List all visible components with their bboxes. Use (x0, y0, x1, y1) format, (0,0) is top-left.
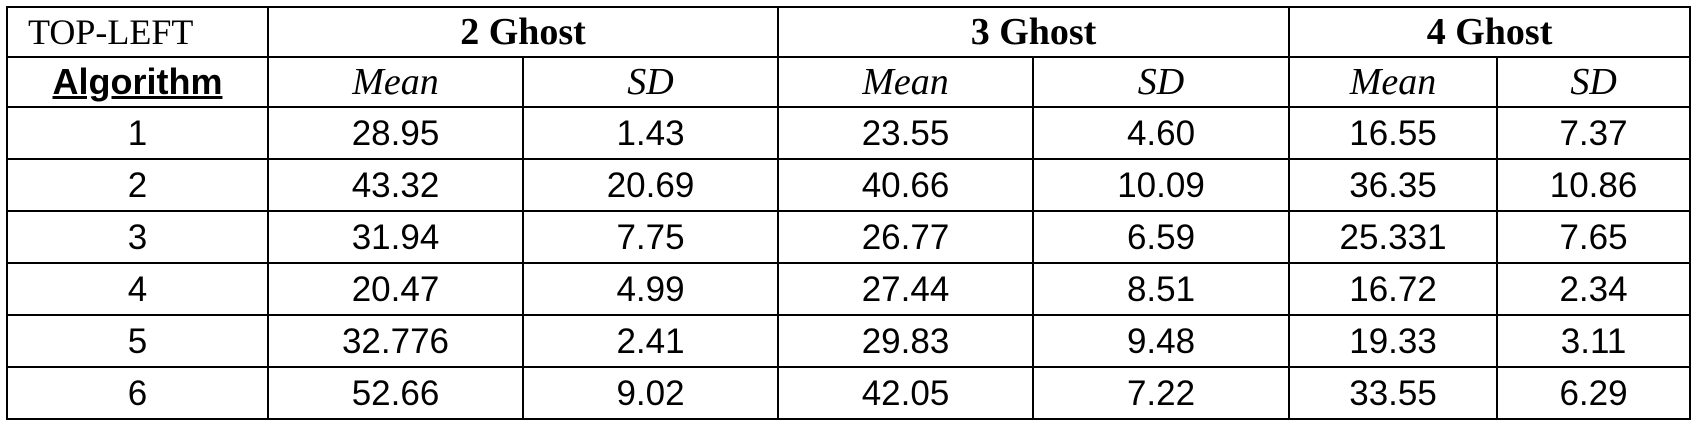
mean-header: Mean (778, 57, 1033, 107)
sub-header-row (7, 57, 1690, 107)
table-row (7, 315, 1690, 367)
mean-value-cell: 25.331 (1289, 211, 1497, 263)
mean-value-cell: 19.33 (1289, 315, 1497, 367)
table-row (7, 159, 1690, 211)
mean-value-cell: 33.55 (1289, 367, 1497, 419)
algorithm-id-cell: 3 (7, 211, 268, 263)
group-header-row (7, 7, 1690, 57)
group-header-3-ghost: 3 Ghost (778, 7, 1289, 57)
algorithm-id-cell: 5 (7, 315, 268, 367)
sd-value-cell: 6.29 (1497, 367, 1690, 419)
mean-value-cell: 28.95 (268, 107, 523, 159)
mean-value-cell: 16.55 (1289, 107, 1497, 159)
sd-header: SD (1497, 57, 1690, 107)
mean-value-cell: 36.35 (1289, 159, 1497, 211)
mean-value-cell: 43.32 (268, 159, 523, 211)
mean-header: Mean (1289, 57, 1497, 107)
sd-header: SD (1033, 57, 1289, 107)
corner-label: TOP-LEFT (7, 7, 268, 57)
table-row (7, 211, 1690, 263)
table-body (7, 107, 1690, 419)
mean-value-cell: 16.72 (1289, 263, 1497, 315)
algorithm-id-cell: 2 (7, 159, 268, 211)
sd-value-cell: 9.48 (1033, 315, 1289, 367)
sd-value-cell: 10.86 (1497, 159, 1690, 211)
mean-value-cell: 26.77 (778, 211, 1033, 263)
mean-value-cell: 52.66 (268, 367, 523, 419)
sd-value-cell: 6.59 (1033, 211, 1289, 263)
sd-value-cell: 3.11 (1497, 315, 1690, 367)
mean-value-cell: 27.44 (778, 263, 1033, 315)
mean-value-cell: 31.94 (268, 211, 523, 263)
group-header-4-ghost: 4 Ghost (1289, 7, 1690, 57)
algorithm-id-cell: 1 (7, 107, 268, 159)
sd-value-cell: 7.75 (523, 211, 778, 263)
group-header-2-ghost: 2 Ghost (268, 7, 778, 57)
sd-value-cell: 7.37 (1497, 107, 1690, 159)
algorithm-id-cell: 4 (7, 263, 268, 315)
sd-value-cell: 4.99 (523, 263, 778, 315)
sd-value-cell: 7.22 (1033, 367, 1289, 419)
mean-value-cell: 29.83 (778, 315, 1033, 367)
mean-value-cell: 32.776 (268, 315, 523, 367)
algorithm-id-cell: 6 (7, 367, 268, 419)
sd-value-cell: 1.43 (523, 107, 778, 159)
mean-value-cell: 40.66 (778, 159, 1033, 211)
mean-header: Mean (268, 57, 523, 107)
algorithm-header: Algorithm (7, 57, 268, 107)
results-table (6, 6, 1691, 420)
sd-value-cell: 7.65 (1497, 211, 1690, 263)
sd-value-cell: 9.02 (523, 367, 778, 419)
sd-value-cell: 8.51 (1033, 263, 1289, 315)
sd-header: SD (523, 57, 778, 107)
sd-value-cell: 10.09 (1033, 159, 1289, 211)
mean-value-cell: 20.47 (268, 263, 523, 315)
mean-value-cell: 42.05 (778, 367, 1033, 419)
table-row (7, 367, 1690, 419)
table-row (7, 107, 1690, 159)
sd-value-cell: 2.41 (523, 315, 778, 367)
sd-value-cell: 2.34 (1497, 263, 1690, 315)
table-row (7, 263, 1690, 315)
mean-value-cell: 23.55 (778, 107, 1033, 159)
sd-value-cell: 20.69 (523, 159, 778, 211)
sd-value-cell: 4.60 (1033, 107, 1289, 159)
